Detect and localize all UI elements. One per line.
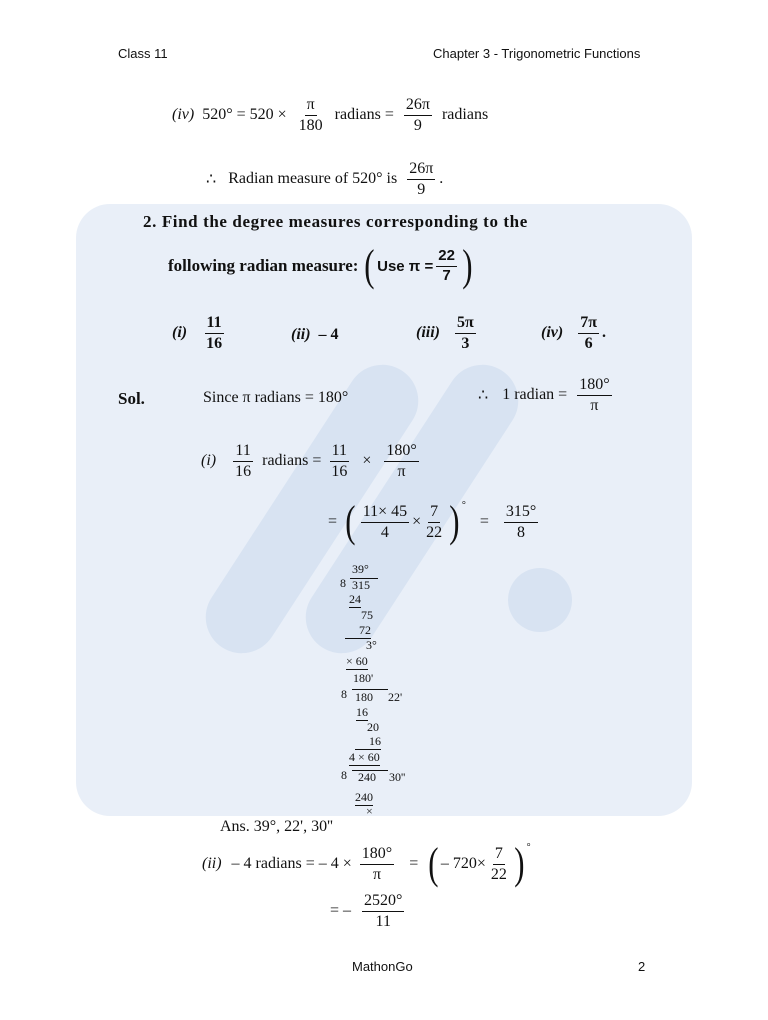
part-ii-lhs: – 4 radians = – 4 × (231, 855, 352, 872)
option-i-fraction (204, 314, 224, 352)
fraction-numerator: 2520° (362, 892, 404, 912)
option-ii-label: (ii) (291, 326, 311, 343)
fraction-denominator: 11 (375, 912, 391, 930)
part-i-radians: radians = (262, 452, 322, 470)
fraction-numerator: 11 (205, 314, 224, 334)
question-line-2 (168, 241, 475, 290)
fraction-numerator: 11 (233, 442, 252, 462)
inner-fraction-1 (361, 503, 409, 541)
since-text: Since π radians = 180° (203, 389, 349, 406)
fraction-denominator: 16 (235, 462, 252, 480)
product-minutes: 180' (353, 671, 374, 685)
option-ii-value: – 4 (318, 326, 339, 343)
fraction-denominator: 9 (417, 180, 426, 198)
fraction-numerator: 180° (384, 442, 418, 462)
part-iv-fraction-2 (404, 96, 432, 134)
remainder-degrees: 3° (366, 638, 377, 652)
fraction-denominator: 16 (331, 462, 348, 480)
page-number: 2 (638, 959, 646, 974)
option-iii-fraction (455, 314, 476, 352)
part-i-label: (i) (201, 452, 217, 470)
fraction-denominator: π (397, 462, 406, 480)
part-ii-fraction (360, 845, 394, 883)
equals-sign: = (479, 513, 489, 530)
therefore-symbol: ∴ (206, 171, 217, 189)
part-ii-inner-fraction (489, 845, 509, 883)
multiply-line: 4 × 60 (349, 750, 380, 764)
part-iv-fraction-1 (297, 96, 325, 134)
equals-sign: = (328, 513, 338, 530)
fraction-numerator: 5π (455, 314, 476, 334)
fraction-numerator: 315° (504, 503, 538, 523)
subtract-line: 16 (355, 734, 381, 750)
dividend: 180 (355, 690, 373, 704)
equals-sign: = (409, 855, 419, 872)
one-radian-fraction (577, 376, 611, 414)
part-ii-result-fraction (362, 892, 404, 930)
part-i-fraction-1 (233, 442, 253, 480)
fraction-numerator: 180° (360, 845, 394, 865)
fraction-numerator: π (305, 96, 317, 116)
fraction-denominator: π (590, 396, 599, 414)
conclusion-text: Radian measure of 520° is (228, 170, 398, 188)
fraction-denominator: 180 (298, 116, 323, 134)
header-chapter: Chapter 3 - Trigonometric Functions (433, 46, 641, 61)
part-i-fraction-3 (384, 442, 418, 480)
fraction-numerator: 7π (578, 314, 599, 334)
close-paren: ) (462, 241, 473, 290)
question-text-2: following radian measure: (168, 256, 359, 275)
fraction-numerator: 11 (330, 442, 349, 462)
sol-label: Sol. (118, 389, 145, 408)
times-symbol: × (362, 452, 372, 470)
fraction-numerator: 180° (577, 376, 611, 396)
part-ii-result (330, 892, 407, 930)
close-paren: ) (514, 839, 525, 888)
fraction-denominator: 22 (490, 865, 507, 883)
divisor: 8 (340, 576, 346, 590)
option-iii (416, 314, 479, 352)
divisor: 8 (341, 687, 347, 701)
option-iv-label: (iv) (541, 324, 564, 342)
result-fraction (504, 503, 538, 541)
quotient-degrees: 39° (352, 562, 369, 576)
fraction-numerator: 7 (428, 503, 440, 523)
question-text-1: Find the degree measures corresponding to the (161, 212, 528, 231)
fraction-numerator: 11× 45 (361, 503, 409, 523)
part-i-fraction-2 (329, 442, 349, 480)
subtract-line: 72 (345, 623, 371, 639)
quotient-seconds: 30'' (389, 770, 406, 784)
remainder-line: 75 (361, 608, 373, 622)
one-radian-line (478, 376, 615, 414)
dividend: 240 (358, 770, 376, 784)
remainder-line: 20 (367, 720, 379, 734)
subtract-line: 240 (355, 790, 373, 804)
part-iv-mid: radians = (334, 106, 394, 124)
multiply-line: × 60 (346, 654, 368, 668)
fraction-numerator: 22 (436, 248, 457, 267)
fraction-denominator: 7 (442, 266, 451, 284)
option-i-label: (i) (172, 324, 188, 342)
fraction-denominator: 9 (413, 116, 422, 134)
option-iv (541, 314, 606, 352)
fraction-numerator: 26π (404, 96, 432, 116)
fraction-denominator: 4 (380, 523, 389, 541)
option-iv-period: . (601, 324, 606, 342)
part-iv-line (172, 96, 488, 134)
fraction-numerator: 26π (407, 160, 435, 180)
option-iv-fraction (578, 314, 599, 352)
option-i (172, 314, 227, 352)
part-ii-label: (ii) (202, 855, 222, 872)
part-iv-end: radians (441, 106, 489, 124)
conclusion-line (206, 160, 443, 198)
use-pi-text: Use π = (377, 257, 434, 275)
equals-minus: = – (330, 902, 352, 920)
question-number: 2. (143, 212, 157, 231)
use-pi-fraction (436, 248, 457, 284)
fraction-numerator: 7 (493, 845, 505, 865)
inner-fraction-2 (424, 503, 444, 541)
degree-symbol: ° (461, 500, 466, 511)
question-line-1 (143, 212, 528, 232)
fraction-denominator: π (372, 865, 382, 883)
dividend: 315 (352, 578, 370, 592)
subtract-line: 24 (349, 592, 361, 606)
one-radian-text: 1 radian = (502, 386, 568, 404)
footer-brand: MathonGo (352, 959, 413, 974)
remainder-line: × (366, 804, 373, 818)
close-paren: ) (449, 497, 460, 546)
divisor: 8 (341, 768, 347, 782)
header-class: Class 11 (118, 46, 168, 61)
part-ii-inner: – 720× (440, 855, 486, 872)
part-iv-label: (iv) (172, 106, 195, 124)
subtract-line: 16 (356, 705, 368, 719)
degree-symbol: ° (526, 842, 531, 853)
watermark-logo-dot (508, 568, 572, 632)
part-i-line (201, 442, 422, 480)
quotient-minutes: 22' (388, 690, 403, 704)
conclusion-fraction (407, 160, 435, 198)
option-ii (291, 326, 339, 344)
times-symbol: × (412, 513, 422, 530)
fraction-denominator: 3 (461, 334, 470, 352)
part-i-step-2 (328, 497, 541, 546)
fraction-denominator: 16 (206, 334, 223, 352)
fraction-denominator: 22 (426, 523, 443, 541)
open-paren: ( (345, 497, 356, 546)
fraction-denominator: 6 (584, 334, 593, 352)
part-iv-lhs: 520° = 520 × (202, 106, 287, 124)
part-ii-line (202, 839, 531, 888)
option-iii-label: (iii) (416, 324, 440, 342)
answer-text: Ans. 39°, 22', 30'' (220, 818, 333, 835)
fraction-denominator: 8 (517, 523, 526, 541)
therefore-symbol: ∴ (478, 387, 489, 405)
open-paren: ( (428, 839, 439, 888)
open-paren: ( (364, 241, 375, 290)
conclusion-period: . (439, 170, 444, 188)
